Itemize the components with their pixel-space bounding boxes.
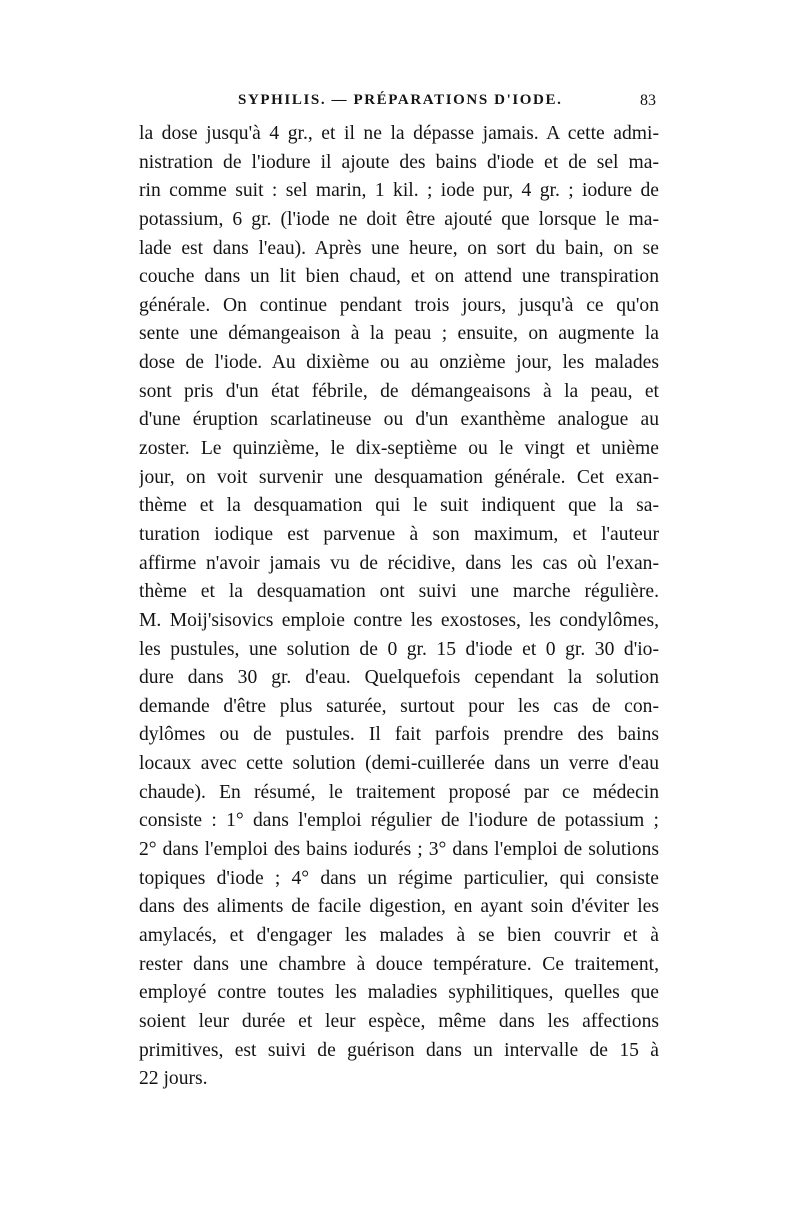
text-line: dylômes ou de pustules. Il fait parfois prendre des bains	[139, 724, 659, 746]
text-line: topiques d'iode ; 4° dans un régime particulier, qui consiste	[139, 867, 659, 889]
text-line: consiste : 1° dans l'emploi régulier de l'iodure de potassium ;	[139, 810, 659, 832]
text-line: jour, on voit survenir une desquamation générale. Cet exan-	[139, 466, 659, 488]
text-line-final: 22 jours.	[139, 1068, 208, 1090]
text-line: demande d'être plus saturée, surtout pour les cas de con-	[139, 695, 659, 717]
text-line: M. Moij'sisovics emploie contre les exostoses, les condylômes,	[139, 609, 659, 631]
text-line: couche dans un lit bien chaud, et on attend une transpiration	[139, 266, 659, 288]
text-line: soient leur durée et leur espèce, même dans les affections	[139, 1010, 659, 1032]
running-head	[140, 92, 658, 114]
text-line: nistration de l'iodure il ajoute des bains d'iode et de sel ma-	[139, 151, 659, 173]
text-line: dose de l'iode. Au dixième ou au onzième jour, les malades	[139, 352, 659, 374]
text-line: rester dans une chambre à douce température. Ce traitement,	[139, 953, 659, 975]
running-title: SYPHILIS. — PRÉPARATIONS D'IODE.	[238, 92, 563, 108]
text-line: sont pris d'un état fébrile, de démangeaisons à la peau, et	[139, 380, 659, 402]
text-line: locaux avec cette solution (demi-cuillerée dans un verre d'eau	[139, 753, 659, 775]
text-line: turation iodique est parvenue à son maximum, et l'auteur	[139, 523, 659, 545]
text-line: 2° dans l'emploi des bains iodurés ; 3° dans l'emploi de solutions	[139, 839, 659, 861]
text-line: sente une démangeaison à la peau ; ensuite, on augmente la	[139, 323, 659, 345]
text-line: dure dans 30 gr. d'eau. Quelquefois cependant la solution	[139, 667, 659, 689]
body-text	[139, 120, 659, 1094]
text-line: d'une éruption scarlatineuse ou d'un exanthème analogue au	[139, 409, 659, 431]
text-line: employé contre toutes les maladies syphilitiques, quelles que	[139, 982, 659, 1004]
text-line: primitives, est suivi de guérison dans un intervalle de 15 à	[139, 1039, 659, 1061]
text-line: rin comme suit : sel marin, 1 kil. ; iode pur, 4 gr. ; iodure de	[139, 180, 659, 202]
text-line: thème et la desquamation ont suivi une marche régulière.	[139, 581, 659, 603]
text-line: chaude). En résumé, le traitement proposé par ce médecin	[139, 781, 659, 803]
text-line: thème et la desquamation qui le suit indiquent que la sa-	[139, 495, 659, 517]
text-line: zoster. Le quinzième, le dix-septième ou le vingt et unième	[139, 438, 659, 460]
text-line: la dose jusqu'à 4 gr., et il ne la dépasse jamais. A cette admi-	[139, 123, 659, 144]
text-line: dans des aliments de facile digestion, en ayant soin d'éviter les	[139, 896, 659, 918]
text-line: potassium, 6 gr. (l'iode ne doit être ajouté que lorsque le ma-	[139, 208, 659, 230]
text-line: lade est dans l'eau). Après une heure, on sort du bain, on se	[139, 237, 659, 259]
text-line: les pustules, une solution de 0 gr. 15 d'iode et 0 gr. 30 d'io-	[139, 638, 659, 660]
page-number: 83	[640, 92, 656, 109]
text-line: amylacés, et d'engager les malades à se bien couvrir et à	[139, 924, 659, 946]
text-line: générale. On continue pendant trois jours, jusqu'à ce qu'on	[139, 294, 659, 316]
text-line: affirme n'avoir jamais vu de récidive, dans les cas où l'exan-	[139, 552, 659, 574]
